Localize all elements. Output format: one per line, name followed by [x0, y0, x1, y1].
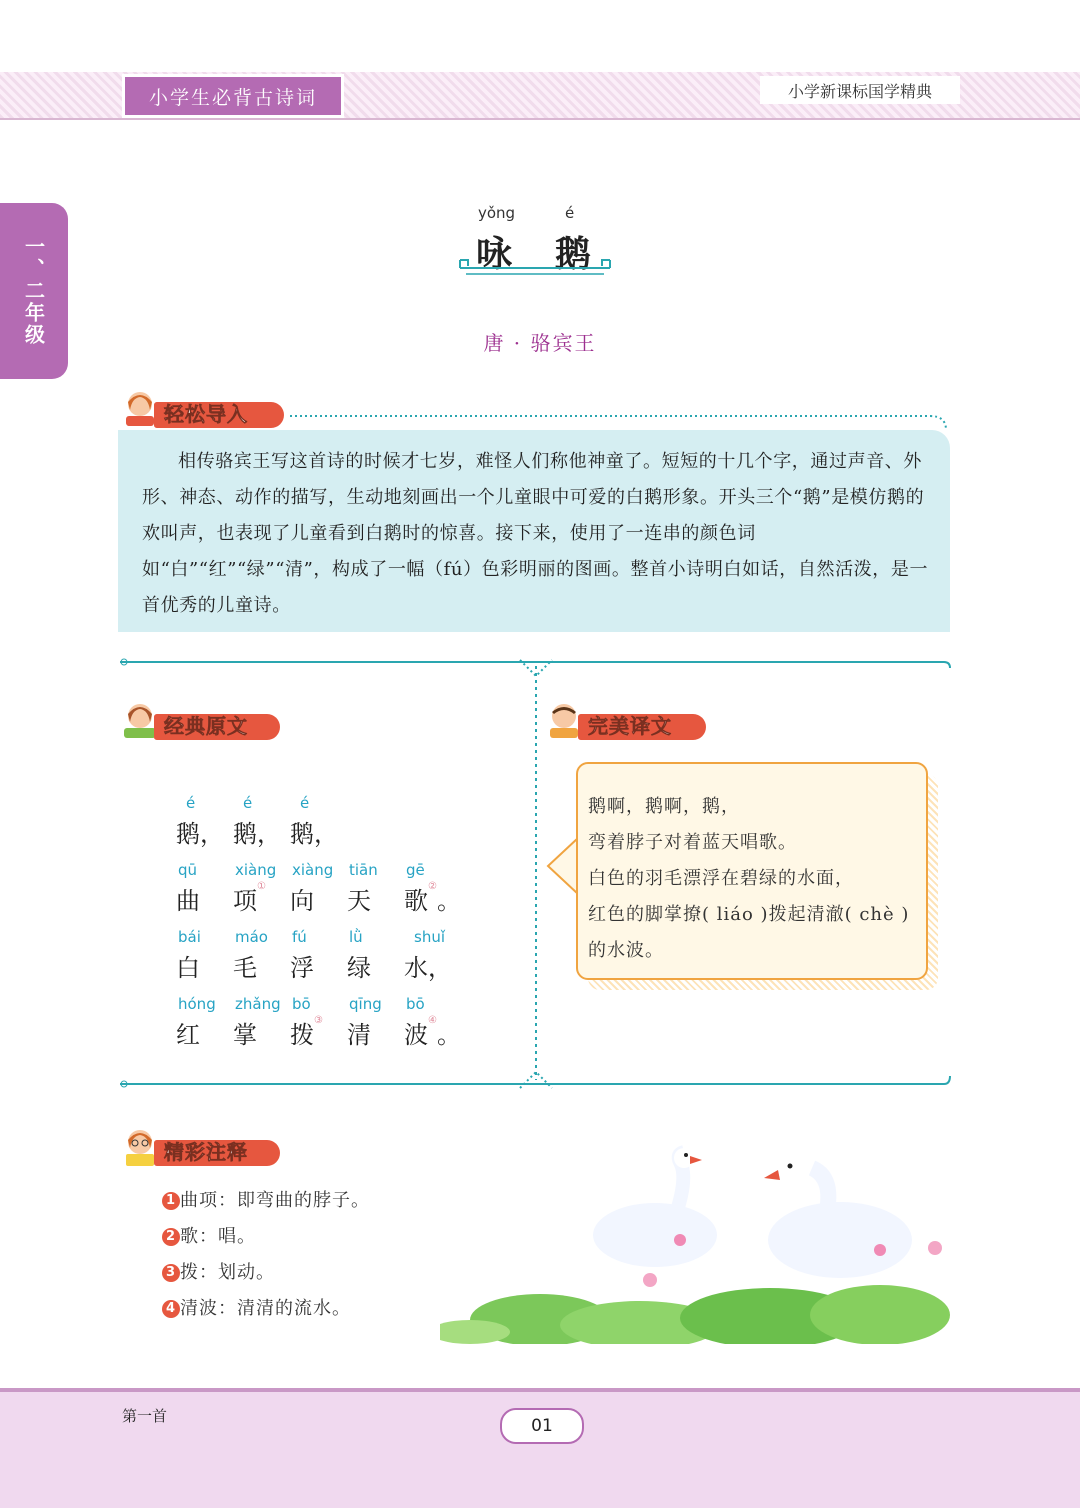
translation-line-5: 的水波。 [588, 940, 664, 961]
book-title: 小学生必背古诗词 [122, 74, 344, 118]
notes-heading: 精彩注释 [120, 1134, 290, 1164]
poem-pinyin: lǜ [349, 928, 363, 946]
footnote-marker: ② [428, 881, 437, 892]
poem-char: 曲 [176, 887, 200, 915]
poem-char: 绿 [347, 954, 371, 982]
footnote-marker: ① [257, 881, 266, 892]
poem-char: 向 [290, 887, 314, 915]
poem-punctuation: 。 [436, 887, 461, 915]
footnote-marker: ③ [314, 1015, 323, 1026]
translation-line-4: 红色的脚掌撩( liáo )拨起清澈( chè ) [588, 904, 910, 925]
footnote-marker: ④ [428, 1015, 437, 1026]
poem-pinyin: bō [292, 995, 311, 1013]
poem-pinyin: qū [178, 861, 198, 879]
poem-pinyin: xiàng [292, 861, 334, 879]
original-heading: 经典原文 [120, 708, 290, 738]
note-4: 4 清波：清清的流水。 [162, 1294, 351, 1320]
poem-pinyin: bái [178, 928, 201, 946]
intro-box [118, 430, 950, 632]
translation-line-3: 白色的羽毛漂浮在碧绿的水面， [588, 868, 854, 889]
poem-pinyin: xiàng [235, 861, 277, 879]
poem-char: 鹅， [290, 820, 338, 848]
poem-char: 水， [404, 954, 452, 982]
poem-punctuation: 。 [436, 1021, 461, 1049]
poem-pinyin: é [186, 794, 196, 812]
title-pinyin-1: yǒng [478, 204, 516, 222]
poem-char: 红 [176, 1021, 200, 1049]
header-divider [0, 118, 1080, 120]
title-char-2: 鹅 [555, 233, 592, 275]
poem-char: 掌 [233, 1021, 257, 1049]
poem-author: 唐 · 骆宾王 [483, 331, 597, 355]
poem-char: 浮 [290, 954, 314, 982]
poem-pinyin: máo [235, 928, 268, 946]
poem-pinyin: tiān [349, 861, 378, 879]
translation-line-1: 鹅啊，鹅啊，鹅， [588, 796, 740, 817]
poem-char: 鹅， [176, 820, 224, 848]
poem-pinyin: qīng [349, 995, 382, 1013]
poem-number-label: 第一首 [122, 1407, 168, 1425]
poem-char: 项① [233, 881, 266, 915]
note-3: 3 拨：划动。 [162, 1258, 275, 1284]
poem-char: 毛 [233, 954, 257, 982]
poem-char: 天 [347, 887, 371, 915]
poem-pinyin: gē [406, 861, 425, 879]
poem-pinyin: é [300, 794, 310, 812]
poem-pinyin: é [243, 794, 253, 812]
title-pinyin-2: é [565, 204, 575, 222]
poem-char: 鹅， [233, 820, 281, 848]
series-title: 小学新课标国学精典 [760, 76, 960, 104]
intro-heading: 轻松导入 [120, 396, 290, 426]
note-1: 1 曲项：即弯曲的脖子。 [162, 1186, 370, 1212]
grade-tab[interactable]: 一、二年级 [0, 203, 68, 379]
swans-lotus-illustration [440, 1140, 952, 1344]
intro-text: 相传骆宾王写这首诗的时候才七岁，难怪人们称他神童了。短短的十几个字，通过声音、外形、神态、动作的描写，生动地刻画出一个儿童眼中可爱的白鹅形象。开头三个“鹅”是模仿鹅的欢叫声，也表现了儿童看到白鹅时的惊喜。接下来，使用了一连串的颜色词如“白”“红”“绿”“清”，构成了一幅（fú）色彩明丽的图画。整首小诗明白如话，自然活泼，是一首优秀的儿童诗。 [142, 451, 929, 616]
poem-char: 歌②。 [404, 881, 461, 915]
title-underline-ornament [458, 256, 612, 278]
title-char-1: 咏 [476, 233, 513, 275]
page-number: 01 [500, 1408, 584, 1444]
translation-line-2: 弯着脖子对着蓝天唱歌。 [588, 832, 797, 853]
translation-box-pointer [544, 836, 580, 896]
poem-char: 拨③ [290, 1015, 323, 1049]
translation-box [576, 762, 928, 980]
poem-char: 波④。 [404, 1015, 461, 1049]
poem-pinyin: fú [292, 928, 307, 946]
poem-pinyin: shuǐ [414, 928, 445, 946]
poem-char: 清 [347, 1021, 371, 1049]
poem-pinyin: zhǎng [235, 995, 281, 1013]
translation-heading: 完美译文 [544, 708, 714, 738]
intro-dotted-line [290, 412, 952, 432]
poem-char: 白 [176, 954, 200, 982]
note-2: 2 歌：唱。 [162, 1222, 256, 1248]
poem-pinyin: bō [406, 995, 425, 1013]
poem-pinyin: hóng [178, 995, 216, 1013]
